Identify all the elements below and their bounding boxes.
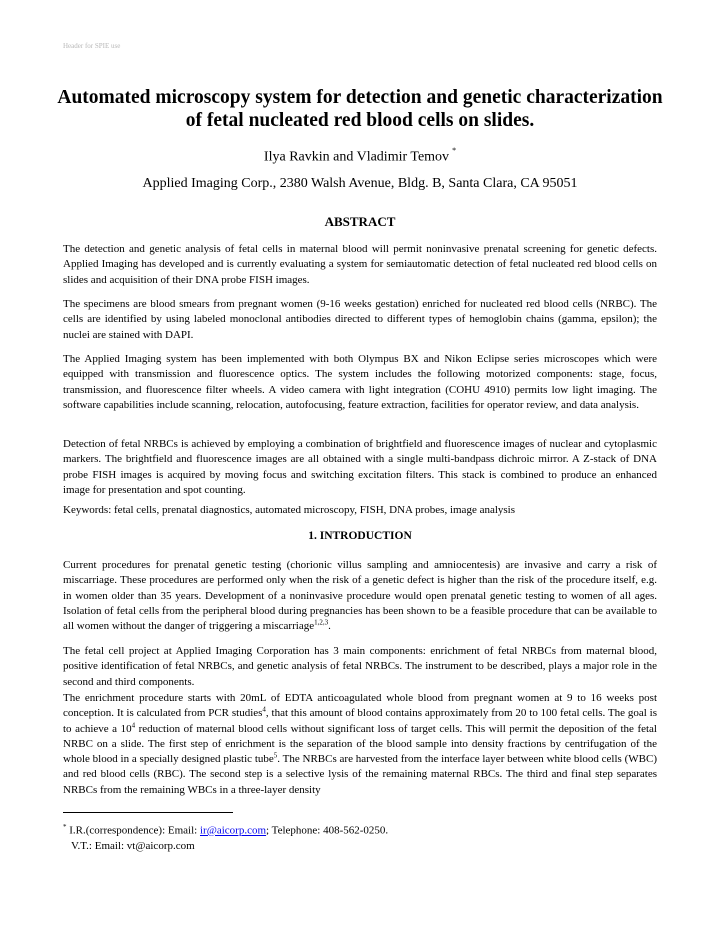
abstract-paragraph-2: The specimens are blood smears from pregnant women (9-16 weeks gestation) enriched for nucleated red blood cells (NRBC). The cells are identified by using labeled monoclonal antibodies directed to different types of hemoglobin chains (gamma, epsilon); the nuclei are stained with DAPI. — [63, 298, 657, 341]
author-footnote-mark: * — [452, 146, 457, 155]
authors: Ilya Ravkin and Vladimir Temov — [263, 149, 450, 165]
intro-heading: 1. INTRODUCTION — [308, 530, 412, 542]
intro-p3-d: . The NRBCs are harvested from the interface layer between white blood cells (WBC) and red blood cells (RBC). The second step is a selective lysis of the remaining maternal RBCs. The third and final step separates NRBCs from the remaining WBCs in a three-layer density — [63, 753, 657, 796]
abstract-paragraph-4: Detection of fetal NRBCs is achieved by employing a combination of brightfield and fluorescence images of nuclear and cytoplasmic markers. The brightfield and fluorescence images are all obtained with a single multi-bandpass dichroic mirror. A Z-stack of DNA probe FISH images is acquired by moving focus and switching excitation filters. This stack is combined to produce an enhanced image for presentation and spot counting. — [63, 438, 657, 496]
title-line-2: of fetal nucleated red blood cells on slides. — [185, 110, 535, 131]
footnote-suffix: ; Telephone: 408-562-0250. — [266, 824, 389, 837]
footnote-line-1 — [63, 820, 657, 839]
correspondence-email-link[interactable]: ir@aicorp.com — [199, 824, 267, 837]
title-line-1: Automated microscopy system for detection and genetic characterization — [57, 87, 663, 108]
footnote-prefix: I.R.(correspondence): Email: — [66, 824, 200, 837]
intro-paragraph-3 — [63, 691, 657, 798]
footnote — [63, 820, 657, 855]
intro-p3-c: reduction of maternal blood cells without significant loss of target cells. This will permit the deposition of the fetal NRBC on a slide. The first step of enrichment is the separation of the blood sample into density fractions by centrifugation of the whole blood in a specially designed plastic tube — [63, 722, 657, 766]
author-line — [0, 144, 720, 167]
keywords: Keywords: fetal cells, prenatal diagnostics, automated microscopy, FISH, DNA probes, image analysis — [63, 504, 516, 516]
intro-p3-a: The enrichment procedure starts with 20mL of EDTA anticoagulated whole blood from pregnant women at 9 to 16 weeks post conception. It is calculated from PCR studies — [63, 692, 657, 720]
footnote-divider — [63, 812, 233, 813]
exponent: 4 — [131, 720, 136, 729]
intro-p1-end: . — [328, 620, 331, 633]
abstract-heading: ABSTRACT — [324, 214, 396, 229]
footnote-line-2: V.T.: Email: vt@aicorp.com — [71, 840, 195, 853]
citation-ref: 5 — [273, 751, 278, 760]
header-note: Header for SPIE use — [63, 42, 121, 50]
abstract-paragraph-3: The Applied Imaging system has been implemented with both Olympus BX and Nikon Eclipse series microscopes which were equipped with transmission and fluorescence optics. The system includes the following motorized components: stage, focus, transmission, and fluorescence filter wheels. A video camera with light integration (COHU 4910) permits low light imaging. The software capabilities include scanning, relocation, autofocusing, feature extraction, facilities for operator review, and data analysis. — [63, 353, 657, 411]
affiliation: Applied Imaging Corp., 2380 Walsh Avenue, Bldg. B, Santa Clara, CA 95051 — [142, 176, 578, 191]
footnote-mark: * — [63, 823, 67, 831]
citation-ref: 1,2,3 — [314, 618, 329, 627]
citation-ref: 4 — [262, 705, 266, 714]
paper-title — [50, 86, 670, 132]
abstract-paragraph-1: The detection and genetic analysis of fetal cells in maternal blood will permit noninvasive prenatal screening for genetic defects. Applied Imaging has developed and is currently evaluating a system for semiautomatic detection of fetal nucleated red blood cells on slides and acquisition of their DNA probe FISH images. — [63, 243, 657, 286]
intro-paragraph-2: The fetal cell project at Applied Imaging Corporation has 3 main components: enrichment of fetal NRBCs from maternal blood, positive identification of fetal NRBCs, and genetic analysis of fetal NRBCs. The instrument to be described, plays a major role in the second and third components. — [63, 645, 657, 688]
intro-p3-b: , that this amount of blood contains approximately from 20 to 100 fetal cells. The goal is to achieve a 10 — [63, 707, 657, 735]
intro-p1-text: Current procedures for prenatal genetic testing (chorionic villus sampling and amniocentesis) are invasive and carry a risk of miscarriage. These procedures are performed only when the risk of a genetic defect is higher than the risk of the procedure itself, e.g. in women older than 35 years. Development of a noninvasive procedure would open prenatal genetic testing to women of all ages. Isolation of fetal cells from the peripheral blood during pregnancies has been shown to be a feasible procedure that can be available to all women without the danger of triggering a miscarriage — [63, 559, 657, 633]
intro-paragraph-1 — [63, 558, 657, 634]
